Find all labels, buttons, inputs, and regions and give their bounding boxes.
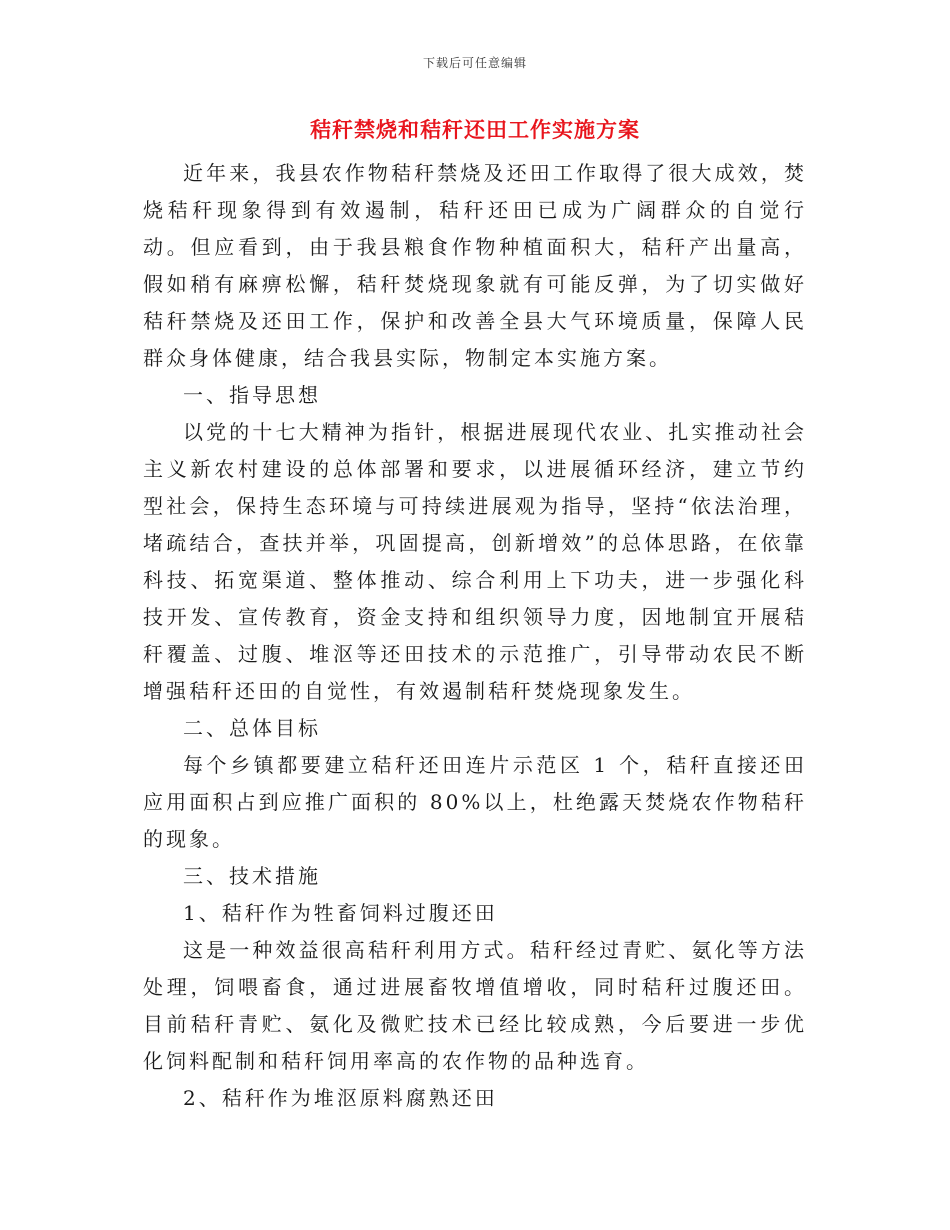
subsection-heading-compost: 2、秸秆作为堆沤原料腐熟还田 <box>183 1086 498 1110</box>
section-heading-overall-goal: 二、总体目标 <box>183 716 321 740</box>
subsection-paragraph-feed: 这是一种效益很高秸秆利用方式。秸秆经过青贮、氨化等方法处理，饲喂畜食，通过进展畜牧增值增收，同时秸秆过腹还田。目前秸秆青贮、氨化及微贮技术已经比较成熟，今后要进一步优化饲料配制和秸秆饲用率高的农作物的品种选育。 <box>143 938 807 1073</box>
section-paragraph-guiding-ideology: 以党的十七大精神为指针，根据进展现代农业、扎实推动社会主义新农村建设的总体部署和要求，以进展循环经济，建立节约型社会，保持生态环境与可持续进展观为指导，坚持“依法治理，堵疏结合，查扶并举，巩固提高，创新增效”的总体思路，在依靠科技、拓宽渠道、整体推动、综合利用上下功夫，进一步强化科技开发、宣传教育，资金支持和组织领导力度，因地制宜开展秸秆覆盖、过腹、堆沤等还田技术的示范推广，引导带动农民不断增强秸秆还田的自觉性，有效遏制秸秆焚烧现象发生。 <box>143 420 807 703</box>
header-note: 下载后可任意编辑 <box>422 56 527 70</box>
document-title: 秸秆禁烧和秸秆还田工作实施方案 <box>310 117 640 142</box>
document-body <box>143 155 807 1117</box>
section-paragraph-overall-goal: 每个乡镇都要建立秸秆还田连片示范区 1 个，秸秆直接还田应用面积占到应推广面积的 80%以上，杜绝露天焚烧农作物秸秆的现象。 <box>143 753 807 851</box>
subsection-heading-feed: 1、秸秆作为牲畜饲料过腹还田 <box>183 901 498 925</box>
intro-paragraph: 近年来，我县农作物秸秆禁烧及还田工作取得了很大成效，焚烧秸秆现象得到有效遏制，秸秆还田已成为广阔群众的自觉行动。但应看到，由于我县粮食作物种植面积大，秸秆产出量高，假如稍有麻痹松懈，秸秆焚烧现象就有可能反弹，为了切实做好秸秆禁烧及还田工作，保护和改善全县大气环境质量，保障人民群众身体健康，结合我县实际，物制定本实施方案。 <box>143 161 807 370</box>
section-heading-technical-measures: 三、技术措施 <box>183 864 321 888</box>
section-heading-guiding-ideology: 一、指导思想 <box>183 383 321 407</box>
